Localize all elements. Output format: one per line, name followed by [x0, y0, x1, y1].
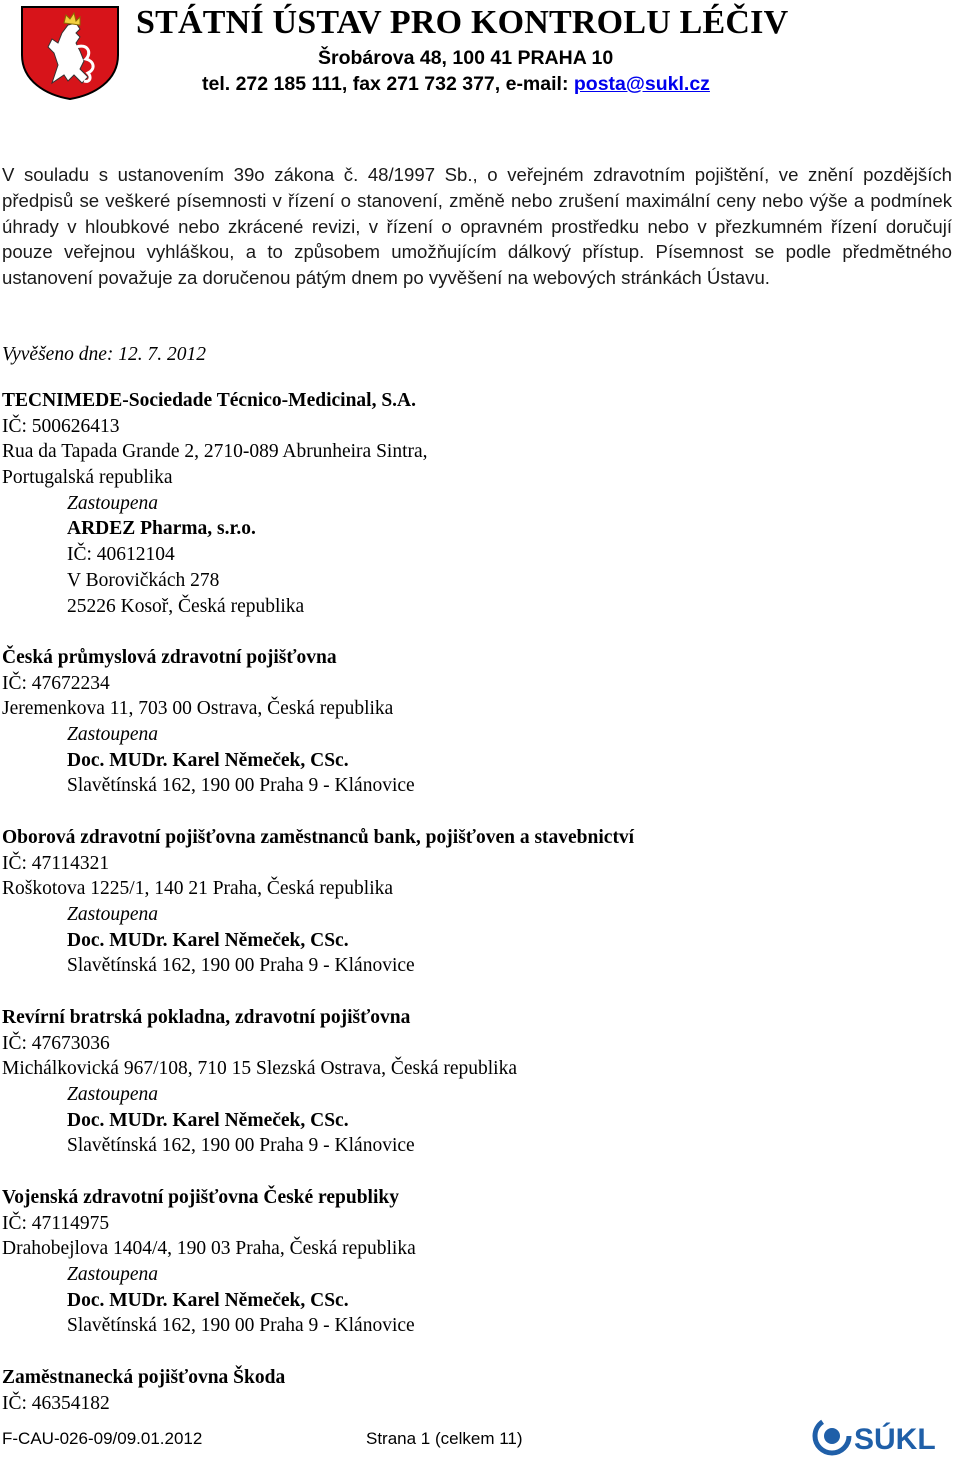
- party-block: [2, 1185, 942, 1339]
- representative-line: IČ: 40612104: [67, 544, 175, 566]
- page-number: Strana 1 (celkem 11): [366, 1429, 523, 1448]
- posted-date: Vyvěšeno dne: 12. 7. 2012: [2, 344, 206, 365]
- representative-line: 25226 Kosoř, Česká republika: [67, 595, 305, 617]
- representative-line: Slavětínská 162, 190 00 Praha 9 - Klánovice: [67, 775, 415, 797]
- party-address-line: Jeremenkova 11, 703 00 Ostrava, Česká republika: [2, 698, 394, 720]
- party-address-line: Portugalská republika: [2, 467, 173, 489]
- party-name: Zaměstnanecká pojišťovna Škoda: [2, 1367, 286, 1388]
- party-block: [2, 388, 942, 619]
- representative-name: Doc. MUDr. Karel Němeček, CSc.: [67, 749, 349, 771]
- party-block: [2, 1365, 942, 1416]
- institution-title: STÁTNÍ ÚSTAV PRO KONTROLU LÉČIV: [136, 4, 789, 41]
- form-code: F-CAU-026-09/09.01.2012: [2, 1429, 203, 1448]
- party-block: [2, 825, 942, 979]
- party-ic: IČ: 46354182: [2, 1392, 110, 1414]
- party-ic: IČ: 47114975: [2, 1212, 110, 1234]
- representative-name: Doc. MUDr. Karel Němeček, CSc.: [67, 1109, 349, 1131]
- party-block: [2, 1005, 942, 1159]
- sukl-logo-text: SÚKL: [854, 1423, 936, 1456]
- representative-name: Doc. MUDr. Karel Němeček, CSc.: [67, 929, 349, 951]
- party-address-line: Rua da Tapada Grande 2, 2710-089 Abrunheira Sintra,: [2, 441, 428, 463]
- party-address-line: Drahobejlova 1404/4, 190 03 Praha, Česká republika: [2, 1238, 416, 1260]
- represented-label: Zastoupena: [67, 1264, 159, 1286]
- contact-text: tel. 272 185 111, fax 271 732 377, e-mail:: [202, 73, 574, 95]
- sukl-logo: [812, 1414, 958, 1458]
- representative-line: Slavětínská 162, 190 00 Praha 9 - Klánovice: [67, 1135, 415, 1157]
- email-link[interactable]: posta@sukl.cz: [573, 73, 710, 95]
- represented-label: Zastoupena: [67, 492, 159, 514]
- party-name: Oborová zdravotní pojišťovna zaměstnanců bank, pojišťoven a stavebnictví: [2, 827, 635, 848]
- party-address-line: Roškotova 1225/1, 140 21 Praha, Česká republika: [2, 878, 394, 900]
- party-ic: IČ: 47673036: [2, 1032, 110, 1054]
- party-ic: IČ: 500626413: [2, 415, 120, 437]
- party-address-line: Michálkovická 967/108, 710 15 Slezská Ostrava, Česká republika: [2, 1058, 518, 1080]
- represented-label: Zastoupena: [67, 724, 159, 746]
- party-ic: IČ: 47672234: [2, 672, 110, 694]
- represented-label: Zastoupena: [67, 1084, 159, 1106]
- represented-label: Zastoupena: [67, 904, 159, 926]
- czech-lion-emblem-icon: [18, 3, 122, 101]
- party-name: Revírní bratrská pokladna, zdravotní pojišťovna: [2, 1007, 411, 1028]
- representative-name: Doc. MUDr. Karel Němeček, CSc.: [67, 1289, 349, 1311]
- representative-line: Slavětínská 162, 190 00 Praha 9 - Klánovice: [67, 1315, 415, 1337]
- party-name: Vojenská zdravotní pojišťovna České republiky: [2, 1187, 399, 1208]
- party-block: [2, 645, 942, 799]
- representative-line: Slavětínská 162, 190 00 Praha 9 - Klánovice: [67, 955, 415, 977]
- representative-line: V Borovičkách 278: [67, 569, 220, 591]
- party-ic: IČ: 47114321: [2, 852, 110, 874]
- legal-notice-paragraph: V souladu s ustanovením 39o zákona č. 48/1997 Sb., o veřejném zdravotním pojištění, ve znění pozdějších předpisů se veškeré písemnosti v řízení o stanovení, změně nebo zrušení maximální ceny nebo výše a podmínek úhrady v hloubkové nebo zkrácené revizi, v řízení o opravném prostředku nebo v přezkumném řízení doručují pouze veřejnou vyhláškou, a to způsobem umožňujícím dálkový přístup. Písemnost se podle předmětného ustanovení považuje za doručenou pátým dnem po vyvěšení na webových stránkách Ústavu.: [2, 164, 952, 289]
- party-name: TECNIMEDE-Sociedade Técnico-Medicinal, S.A.: [2, 390, 417, 411]
- party-name: Česká průmyslová zdravotní pojišťovna: [2, 647, 337, 668]
- sukl-logo-mark-icon: [815, 1419, 849, 1453]
- representative-name: ARDEZ Pharma, s.r.o.: [67, 518, 256, 540]
- institution-contact: [202, 73, 710, 96]
- institution-address: Šrobárova 48, 100 41 PRAHA 10: [318, 47, 614, 69]
